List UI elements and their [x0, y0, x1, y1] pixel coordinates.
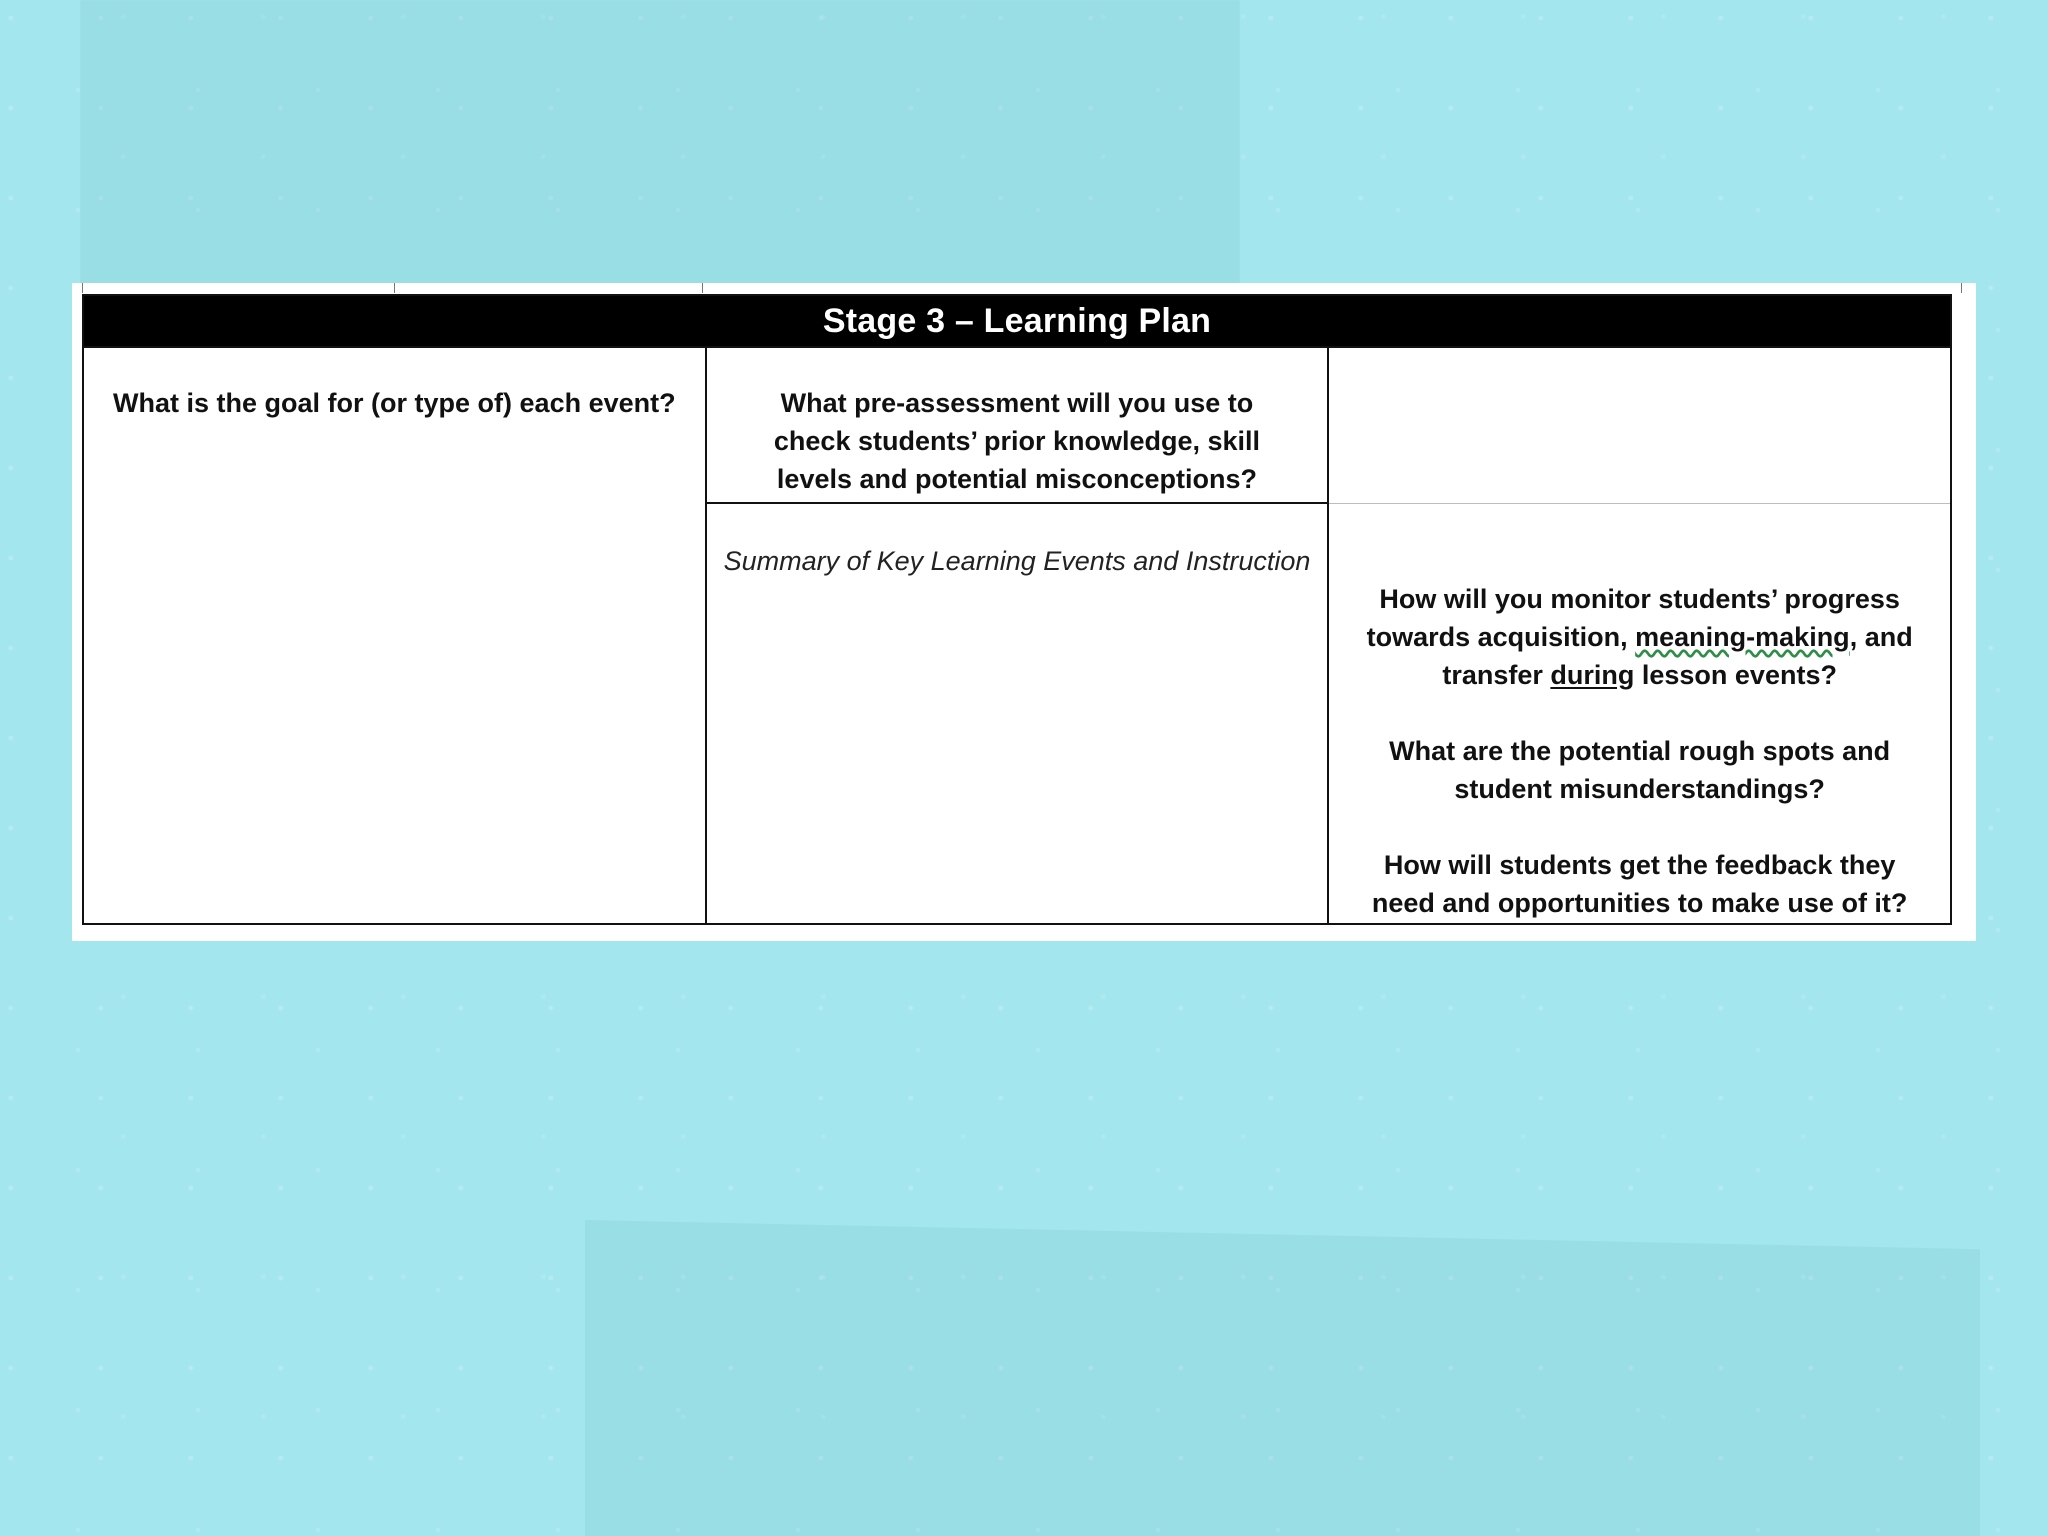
column-marker	[1961, 283, 1962, 293]
plan-title	[83, 295, 1951, 347]
column-marker	[394, 283, 395, 293]
column-marker	[702, 283, 703, 293]
summary-label: Summary of Key Learning Events and Instruction	[723, 546, 1311, 576]
pre-assessment-question: What pre-assessment will you use to check students’ prior knowledge, skill levels and potential misconceptions?	[773, 388, 1261, 494]
goal-question-cell	[83, 347, 706, 924]
background-texture-top	[80, 0, 1240, 286]
progress-question-part-1: How will you monitor students’ progress towards acquisition,	[1366, 583, 1900, 652]
feedback-question: How will students get the feedback they need and opportunities to make use of it?	[1371, 849, 1908, 918]
learning-plan-table	[82, 294, 1952, 925]
monitoring-questions	[1329, 504, 1950, 922]
monitoring-questions-cell	[1328, 503, 1951, 924]
progress-question-meaning-making: meaning-making	[1635, 621, 1850, 652]
progress-monitoring-question	[1357, 580, 1922, 694]
summary-cell	[706, 503, 1329, 924]
pre-assessment-cell	[706, 347, 1329, 503]
column-marker	[82, 283, 83, 293]
learning-plan-card	[72, 283, 1976, 941]
empty-top-right-cell	[1328, 347, 1951, 503]
progress-question-part-3: lesson events?	[1634, 659, 1837, 690]
progress-question-during: during	[1550, 659, 1635, 690]
goal-question: What is the goal for (or type of) each event?	[113, 388, 676, 418]
progress-question-part-2: , and transfer	[1442, 621, 1913, 690]
background-texture-bottom	[585, 1220, 1980, 1536]
rough-spots-question: What are the potential rough spots and student misunderstandings?	[1389, 735, 1891, 804]
plan-title-text: Stage 3 – Learning Plan	[822, 301, 1212, 340]
